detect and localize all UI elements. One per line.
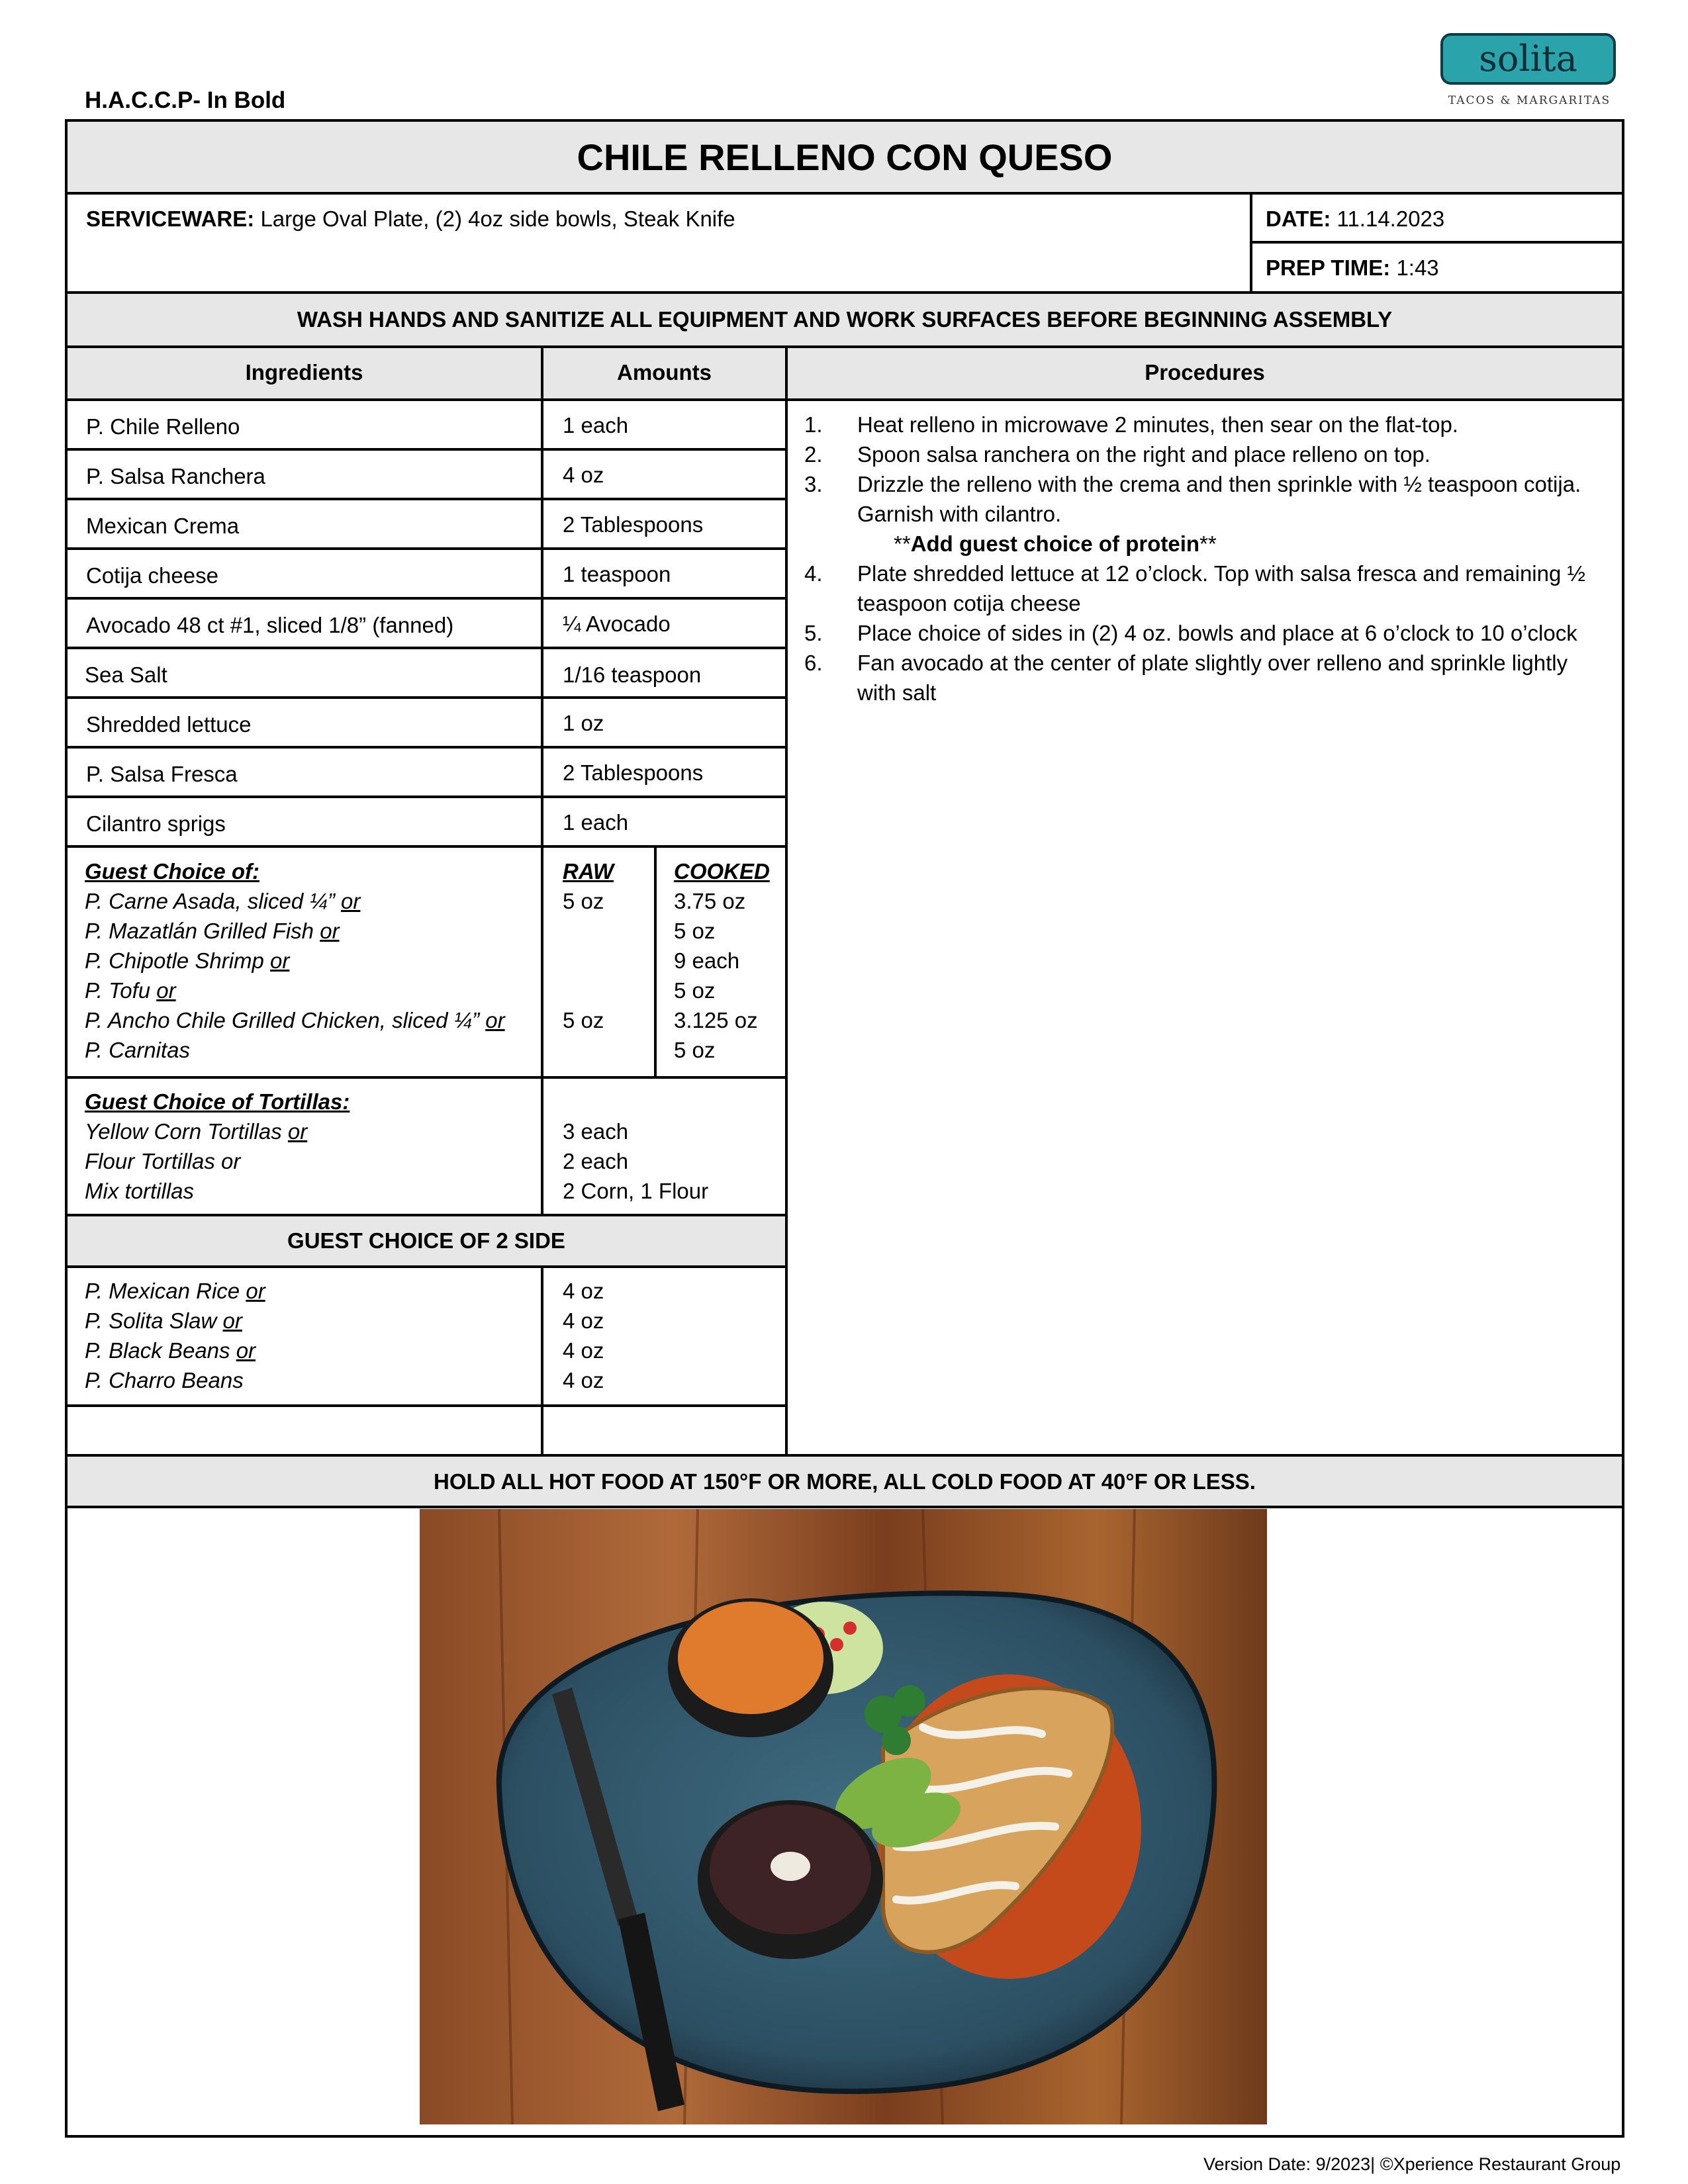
serviceware-row: [86, 204, 735, 234]
wash-banner: WASH HANDS AND SANITIZE ALL EQUIPMENT AND WORK SURFACES BEFORE BEGINNING ASSEMBLY: [297, 307, 1393, 332]
step-text: Plate shredded lettuce at 12 o’clock. Top with salsa fresca and remaining ½ teaspoon cotija cheese: [857, 561, 1586, 615]
tortilla-name: Yellow Corn Tortillas: [85, 1119, 282, 1144]
protein-name: P. Chipotle Shrimp: [85, 948, 271, 973]
ingredient-name: P. Salsa Fresca: [86, 762, 238, 786]
protein-name: P. Carnitas: [85, 1038, 190, 1062]
protein-cooked: 3.75 oz: [674, 889, 746, 913]
side-option: [85, 1306, 242, 1336]
step-number: 4.: [804, 561, 823, 586]
date-label: DATE:: [1266, 206, 1331, 231]
side-amount: 4 oz: [563, 1338, 604, 1363]
tortilla-option: [85, 1116, 307, 1146]
procedure-step: [804, 469, 1599, 559]
sides-heading: GUEST CHOICE OF 2 SIDE: [287, 1228, 565, 1253]
rule: [65, 291, 1624, 294]
step-text: Fan avocado at the center of plate slightly over relleno and sprinkle lightly with salt: [857, 651, 1568, 705]
protein-option: [85, 1005, 505, 1035]
tortillas-heading: Guest Choice of Tortillas:: [85, 1089, 350, 1114]
ingredient-amount: 1/16 teaspoon: [563, 662, 702, 687]
cooked-label: COOKED: [674, 859, 770, 884]
solita-logo: [1435, 33, 1624, 114]
rule: [65, 796, 788, 798]
protein-name: P. Ancho Chile Grilled Chicken, sliced ¼”: [85, 1008, 480, 1032]
hold-banner: HOLD ALL HOT FOOD AT 150°F OR MORE, ALL COLD FOOD AT 40°F OR LESS.: [434, 1469, 1256, 1494]
protein-cooked: 5 oz: [674, 978, 716, 1003]
rule: [65, 448, 788, 451]
procedure-step: [804, 559, 1599, 618]
rule: [654, 845, 657, 1079]
ingredient-name: P. Chile Relleno: [86, 414, 240, 439]
step-text: Heat relleno in microwave 2 minutes, then sear on the flat-top.: [857, 412, 1458, 437]
or-connector: or: [222, 1308, 242, 1333]
ingredients-header: Ingredients: [245, 360, 363, 385]
serviceware-value: Large Oval Plate, (2) 4oz side bowls, Steak Knife: [260, 206, 735, 231]
step-number: 3.: [804, 472, 823, 496]
rule: [65, 1454, 1624, 1457]
tortilla-amount: 2 Corn, 1 Flour: [563, 1179, 709, 1203]
or-connector: or: [236, 1338, 256, 1363]
ingredient-amount: 4 oz: [563, 463, 604, 487]
protein-note: [857, 529, 1599, 559]
rule: [65, 1404, 788, 1407]
procedure-list: [804, 410, 1599, 707]
protein-name: P. Carne Asada, sliced ¼”: [85, 889, 335, 913]
step-text: Spoon salsa ranchera on the right and place relleno on top.: [857, 442, 1430, 467]
serviceware-label: SERVICEWARE:: [86, 206, 255, 231]
ingredient-name: Avocado 48 ct #1, sliced 1/8” (fanned): [86, 613, 454, 637]
protein-name: P. Mazatlán Grilled Fish: [85, 919, 314, 943]
rule: [65, 345, 1624, 348]
procedure-step: [804, 648, 1599, 707]
rule: [65, 1076, 788, 1079]
note-suffix: **: [1199, 531, 1217, 556]
protein-option: [85, 886, 360, 916]
protein-option: [85, 1035, 190, 1065]
rule: [65, 1265, 788, 1268]
rule: [65, 845, 788, 848]
or-connector: or: [341, 889, 361, 913]
procedures-header: Procedures: [1145, 360, 1265, 385]
rule: [65, 1214, 788, 1216]
tortilla-amount: 3 each: [563, 1119, 629, 1144]
side-option: P. Charro Beans: [85, 1368, 244, 1392]
ingredient-name: Sea Salt: [85, 662, 167, 687]
side-amount: 4 oz: [563, 1368, 604, 1392]
tortilla-amount: 2 each: [563, 1149, 629, 1173]
step-number: 1.: [804, 412, 823, 437]
side-name: P. Black Beans: [85, 1338, 230, 1363]
protein-cooked: 3.125 oz: [674, 1008, 758, 1032]
or-connector: or: [270, 948, 290, 973]
ingredient-name: Mexican Crema: [86, 514, 240, 538]
tortilla-option: Mix tortillas: [85, 1179, 195, 1203]
protein-heading: Guest Choice of:: [85, 859, 260, 884]
or-connector: or: [156, 978, 176, 1003]
step-number: 5.: [804, 621, 823, 645]
protein-cooked: 5 oz: [674, 919, 716, 943]
or-connector: or: [287, 1119, 308, 1144]
rule: [65, 597, 788, 600]
note-text: Add guest choice of protein: [910, 531, 1200, 556]
tortilla-option: Flour Tortillas or: [85, 1149, 241, 1173]
ingredient-amount: 2 Tablespoons: [563, 760, 704, 785]
logo-wordmark: solita: [1440, 33, 1616, 85]
rule: [65, 547, 788, 550]
side-option: [85, 1336, 256, 1365]
or-connector: or: [485, 1008, 505, 1032]
protein-name: P. Tofu: [85, 978, 151, 1003]
ingredient-amount: 1 each: [563, 810, 629, 835]
rule: [65, 192, 1624, 195]
rule: [1250, 192, 1252, 294]
ingredient-amount: 1 teaspoon: [563, 562, 671, 586]
ingredient-amount: 2 Tablespoons: [563, 512, 704, 537]
rule: [541, 1265, 543, 1457]
procedure-step: [804, 410, 1599, 439]
side-amount: 4 oz: [563, 1308, 604, 1333]
or-connector: or: [320, 919, 340, 943]
or-connector: or: [246, 1279, 265, 1303]
rule: [65, 1506, 1624, 1508]
haccp-note: H.A.C.C.P- In Bold: [85, 87, 286, 113]
rule: [1252, 241, 1624, 244]
step-number: 2.: [804, 442, 823, 467]
protein-option: [85, 916, 340, 946]
ingredient-name: Shredded lettuce: [86, 712, 252, 737]
side-amount: 4 oz: [563, 1279, 604, 1303]
procedure-step: [804, 439, 1599, 469]
step-number: 6.: [804, 651, 823, 675]
recipe-title: CHILE RELLENO CON QUESO: [577, 136, 1113, 178]
protein-cooked: 9 each: [674, 948, 740, 973]
ingredient-amount: 1 each: [563, 413, 629, 437]
rule: [65, 696, 788, 699]
version-footer: Version Date: 9/2023| ©Xperience Restaurant Group: [1203, 2154, 1621, 2174]
logo-tagline: TACOS & MARGARITAS: [1448, 94, 1611, 107]
raw-label: RAW: [563, 859, 614, 884]
step-text: Drizzle the relleno with the crema and then sprinkle with ½ teaspoon cotija. Garnish with cilantro.: [857, 472, 1581, 526]
protein-raw: 5 oz: [563, 889, 604, 913]
ingredient-name: Cotija cheese: [86, 563, 218, 588]
step-text: Place choice of sides in (2) 4 oz. bowls and place at 6 o’clock to 10 o’clock: [857, 621, 1577, 645]
rule: [65, 498, 788, 500]
ingredient-amount: ¼ Avocado: [563, 612, 671, 636]
protein-option: [85, 946, 289, 976]
rule: [785, 345, 788, 1457]
date-row: [1266, 204, 1444, 234]
prep-time-label: PREP TIME:: [1266, 255, 1391, 280]
side-name: P. Solita Slaw: [85, 1308, 217, 1333]
date-value: 11.14.2023: [1336, 206, 1445, 231]
procedure-step: [804, 618, 1599, 648]
prep-time-row: [1266, 253, 1439, 283]
rule: [65, 398, 1624, 401]
plated-dish-photo: [420, 1509, 1267, 2124]
side-name: P. Mexican Rice: [85, 1279, 240, 1303]
prep-time-value: 1:43: [1396, 255, 1439, 280]
protein-raw: 5 oz: [563, 1008, 604, 1032]
protein-option: [85, 976, 176, 1005]
note-prefix: **: [894, 531, 911, 556]
amounts-header: Amounts: [617, 360, 712, 385]
side-option: [85, 1276, 265, 1306]
ingredient-name: P. Salsa Ranchera: [86, 464, 265, 488]
ingredient-amount: 1 oz: [563, 711, 604, 735]
ingredient-name: Cilantro sprigs: [86, 811, 226, 836]
rule: [541, 345, 543, 1216]
protein-cooked: 5 oz: [674, 1038, 716, 1062]
rule: [65, 746, 788, 749]
rule: [65, 647, 788, 649]
